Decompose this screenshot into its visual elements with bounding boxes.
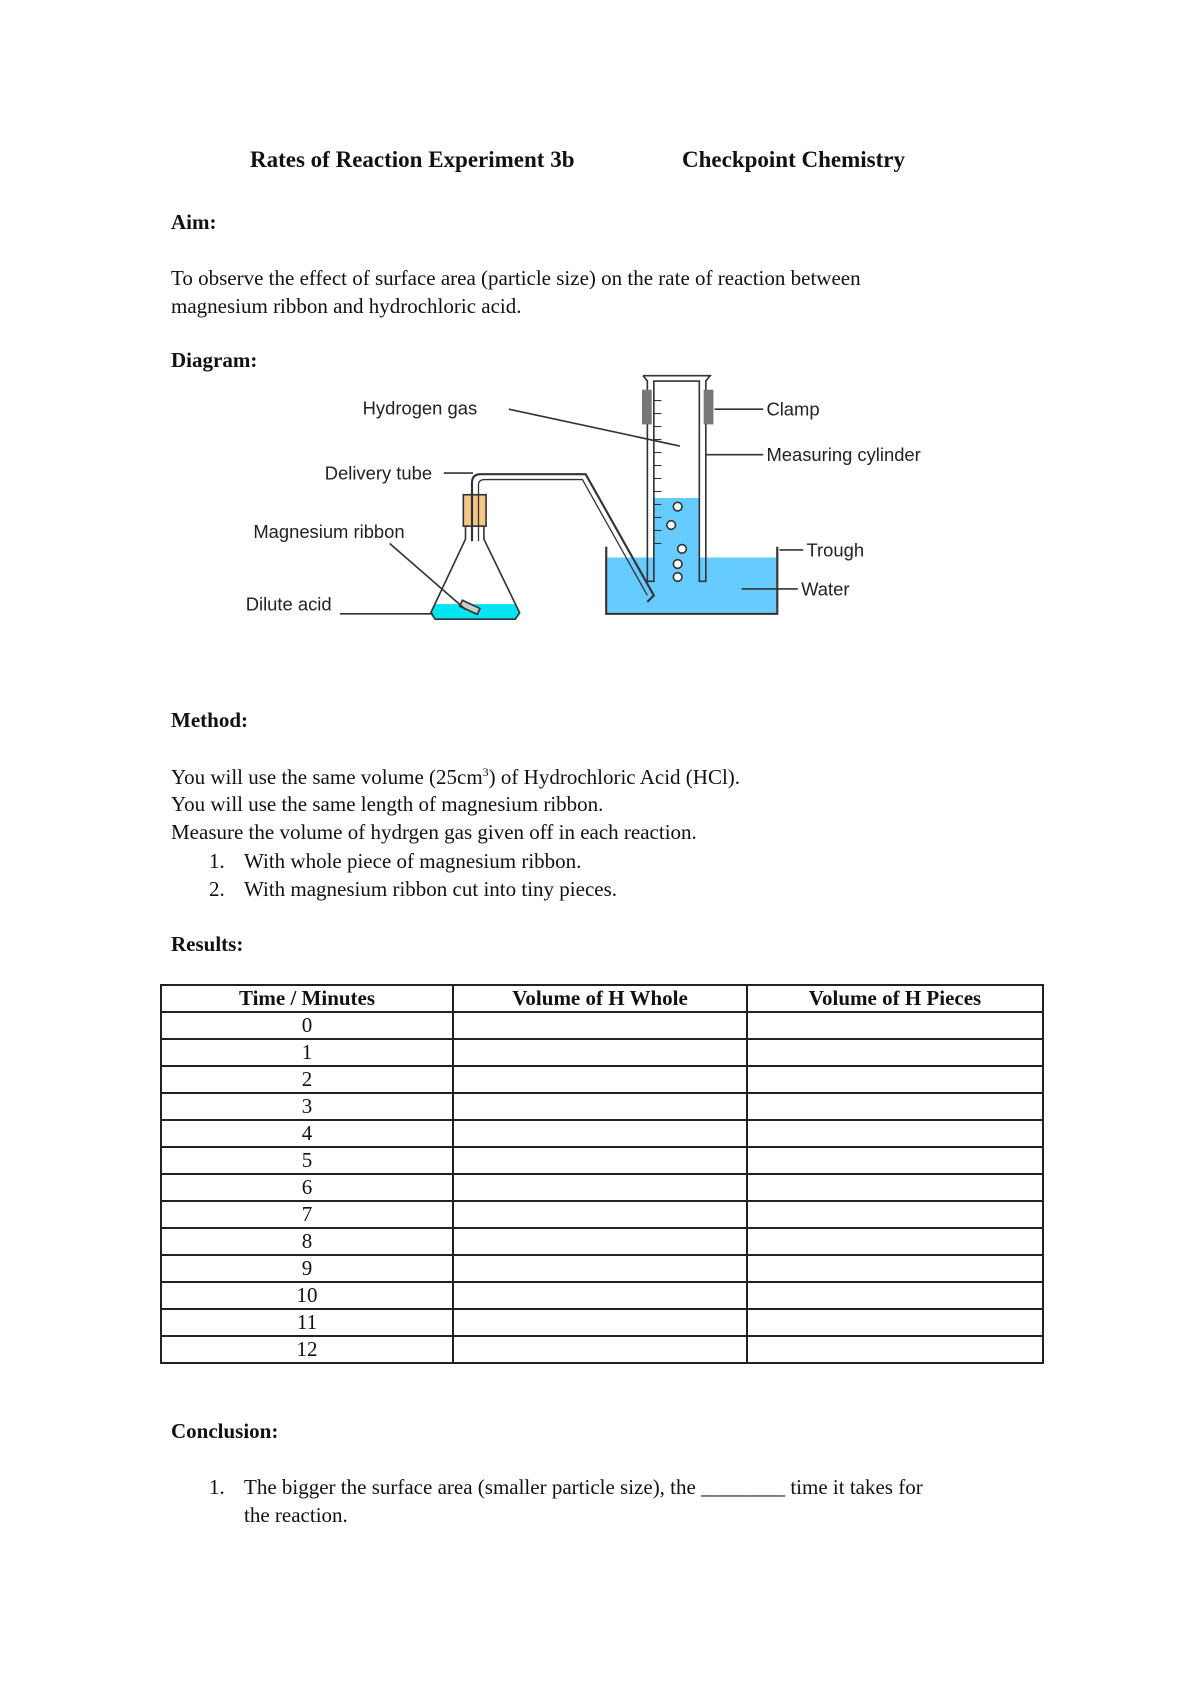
time-cell: 10 [161,1282,453,1309]
aim-text-line-2: magnesium ribbon and hydrochloric acid. [171,294,522,318]
table-header-row [161,985,1043,1012]
volume-whole-cell[interactable] [453,1147,747,1174]
table-row [161,1174,1043,1201]
method-step-text: With magnesium ribbon cut into tiny pieces. [244,877,618,901]
method-line-1-text-end: ) of Hydrochloric Acid (HCl). [488,765,741,789]
table-row [161,1201,1043,1228]
volume-whole-cell[interactable] [453,1012,747,1039]
volume-pieces-cell[interactable] [747,1093,1043,1120]
document-subtitle: Checkpoint Chemistry [682,147,905,172]
time-cell: 2 [161,1066,453,1093]
method-heading: Method: [171,708,248,732]
volume-pieces-cell[interactable] [747,1309,1043,1336]
time-cell: 11 [161,1309,453,1336]
volume-pieces-cell[interactable] [747,1228,1043,1255]
volume-whole-cell[interactable] [453,1228,747,1255]
diagram-heading: Diagram: [171,348,258,372]
label-clamp: Clamp [766,398,820,420]
volume-pieces-cell[interactable] [747,1066,1043,1093]
volume-pieces-cell[interactable] [747,1120,1043,1147]
table-row [161,1255,1043,1282]
conclusion-line-2: the reaction. [244,1503,348,1527]
volume-pieces-cell[interactable] [747,1039,1043,1066]
table-row [161,1147,1043,1174]
method-line-1 [171,766,740,788]
conclusion-number: 1. [209,1475,225,1499]
table-row [161,1093,1043,1120]
column-header-volume-pieces: Volume of H Pieces [747,985,1043,1012]
label-measuring-cylinder: Measuring cylinder [766,444,921,466]
volume-pieces-cell[interactable] [747,1282,1043,1309]
apparatus-diagram [0,0,1200,700]
table-row [161,1039,1043,1066]
volume-whole-cell[interactable] [453,1255,747,1282]
volume-whole-cell[interactable] [453,1282,747,1309]
time-cell: 3 [161,1093,453,1120]
time-cell: 4 [161,1120,453,1147]
time-cell: 12 [161,1336,453,1363]
conclusion-line-1: The bigger the surface area (smaller particle size), the ________ time it takes for [244,1475,923,1499]
label-hydrogen-gas: Hydrogen gas [362,397,478,419]
document-title: Rates of Reaction Experiment 3b [250,147,575,172]
volume-whole-cell[interactable] [453,1120,747,1147]
aim-heading: Aim: [171,210,217,234]
results-table [160,984,1044,1364]
volume-whole-cell[interactable] [453,1336,747,1363]
table-row [161,1309,1043,1336]
results-heading: Results: [171,932,244,956]
time-cell: 7 [161,1201,453,1228]
method-line-3: Measure the volume of hydrgen gas given off in each reaction. [171,820,697,844]
volume-whole-cell[interactable] [453,1039,747,1066]
volume-pieces-cell[interactable] [747,1174,1043,1201]
method-line-2: You will use the same length of magnesium ribbon. [171,792,604,816]
table-row [161,1066,1043,1093]
method-step-text: With whole piece of magnesium ribbon. [244,849,582,873]
clamp-left [642,390,652,425]
time-cell: 6 [161,1174,453,1201]
table-row [161,1228,1043,1255]
label-magnesium-ribbon: Magnesium ribbon [253,521,405,543]
column-header-time: Time / Minutes [161,985,453,1012]
volume-pieces-cell[interactable] [747,1012,1043,1039]
volume-whole-cell[interactable] [453,1093,747,1120]
time-cell: 8 [161,1228,453,1255]
volume-whole-cell[interactable] [453,1066,747,1093]
volume-pieces-cell[interactable] [747,1201,1043,1228]
volume-pieces-cell[interactable] [747,1147,1043,1174]
volume-whole-cell[interactable] [453,1309,747,1336]
volume-whole-cell[interactable] [453,1174,747,1201]
table-row [161,1282,1043,1309]
label-delivery-tube: Delivery tube [324,462,433,484]
time-cell: 1 [161,1039,453,1066]
clamp-right [704,390,714,425]
method-line-1-text: You will use the same volume (25cm [171,765,483,789]
column-header-volume-whole: Volume of H Whole [453,985,747,1012]
time-cell: 0 [161,1012,453,1039]
volume-whole-cell[interactable] [453,1201,747,1228]
table-row [161,1120,1043,1147]
rubber-stopper [463,495,486,526]
time-cell: 5 [161,1147,453,1174]
time-cell: 9 [161,1255,453,1282]
volume-pieces-cell[interactable] [747,1255,1043,1282]
aim-text-line-1: To observe the effect of surface area (particle size) on the rate of reaction between [171,266,861,290]
conclusion-heading: Conclusion: [171,1419,279,1443]
superscript: 3 [482,765,489,779]
label-trough: Trough [806,539,865,561]
method-step-number: 1. [209,849,225,873]
method-step-number: 2. [209,877,225,901]
label-water: Water [801,578,850,600]
volume-pieces-cell[interactable] [747,1336,1043,1363]
table-row [161,1012,1043,1039]
label-dilute-acid: Dilute acid [245,593,332,615]
table-row [161,1336,1043,1363]
